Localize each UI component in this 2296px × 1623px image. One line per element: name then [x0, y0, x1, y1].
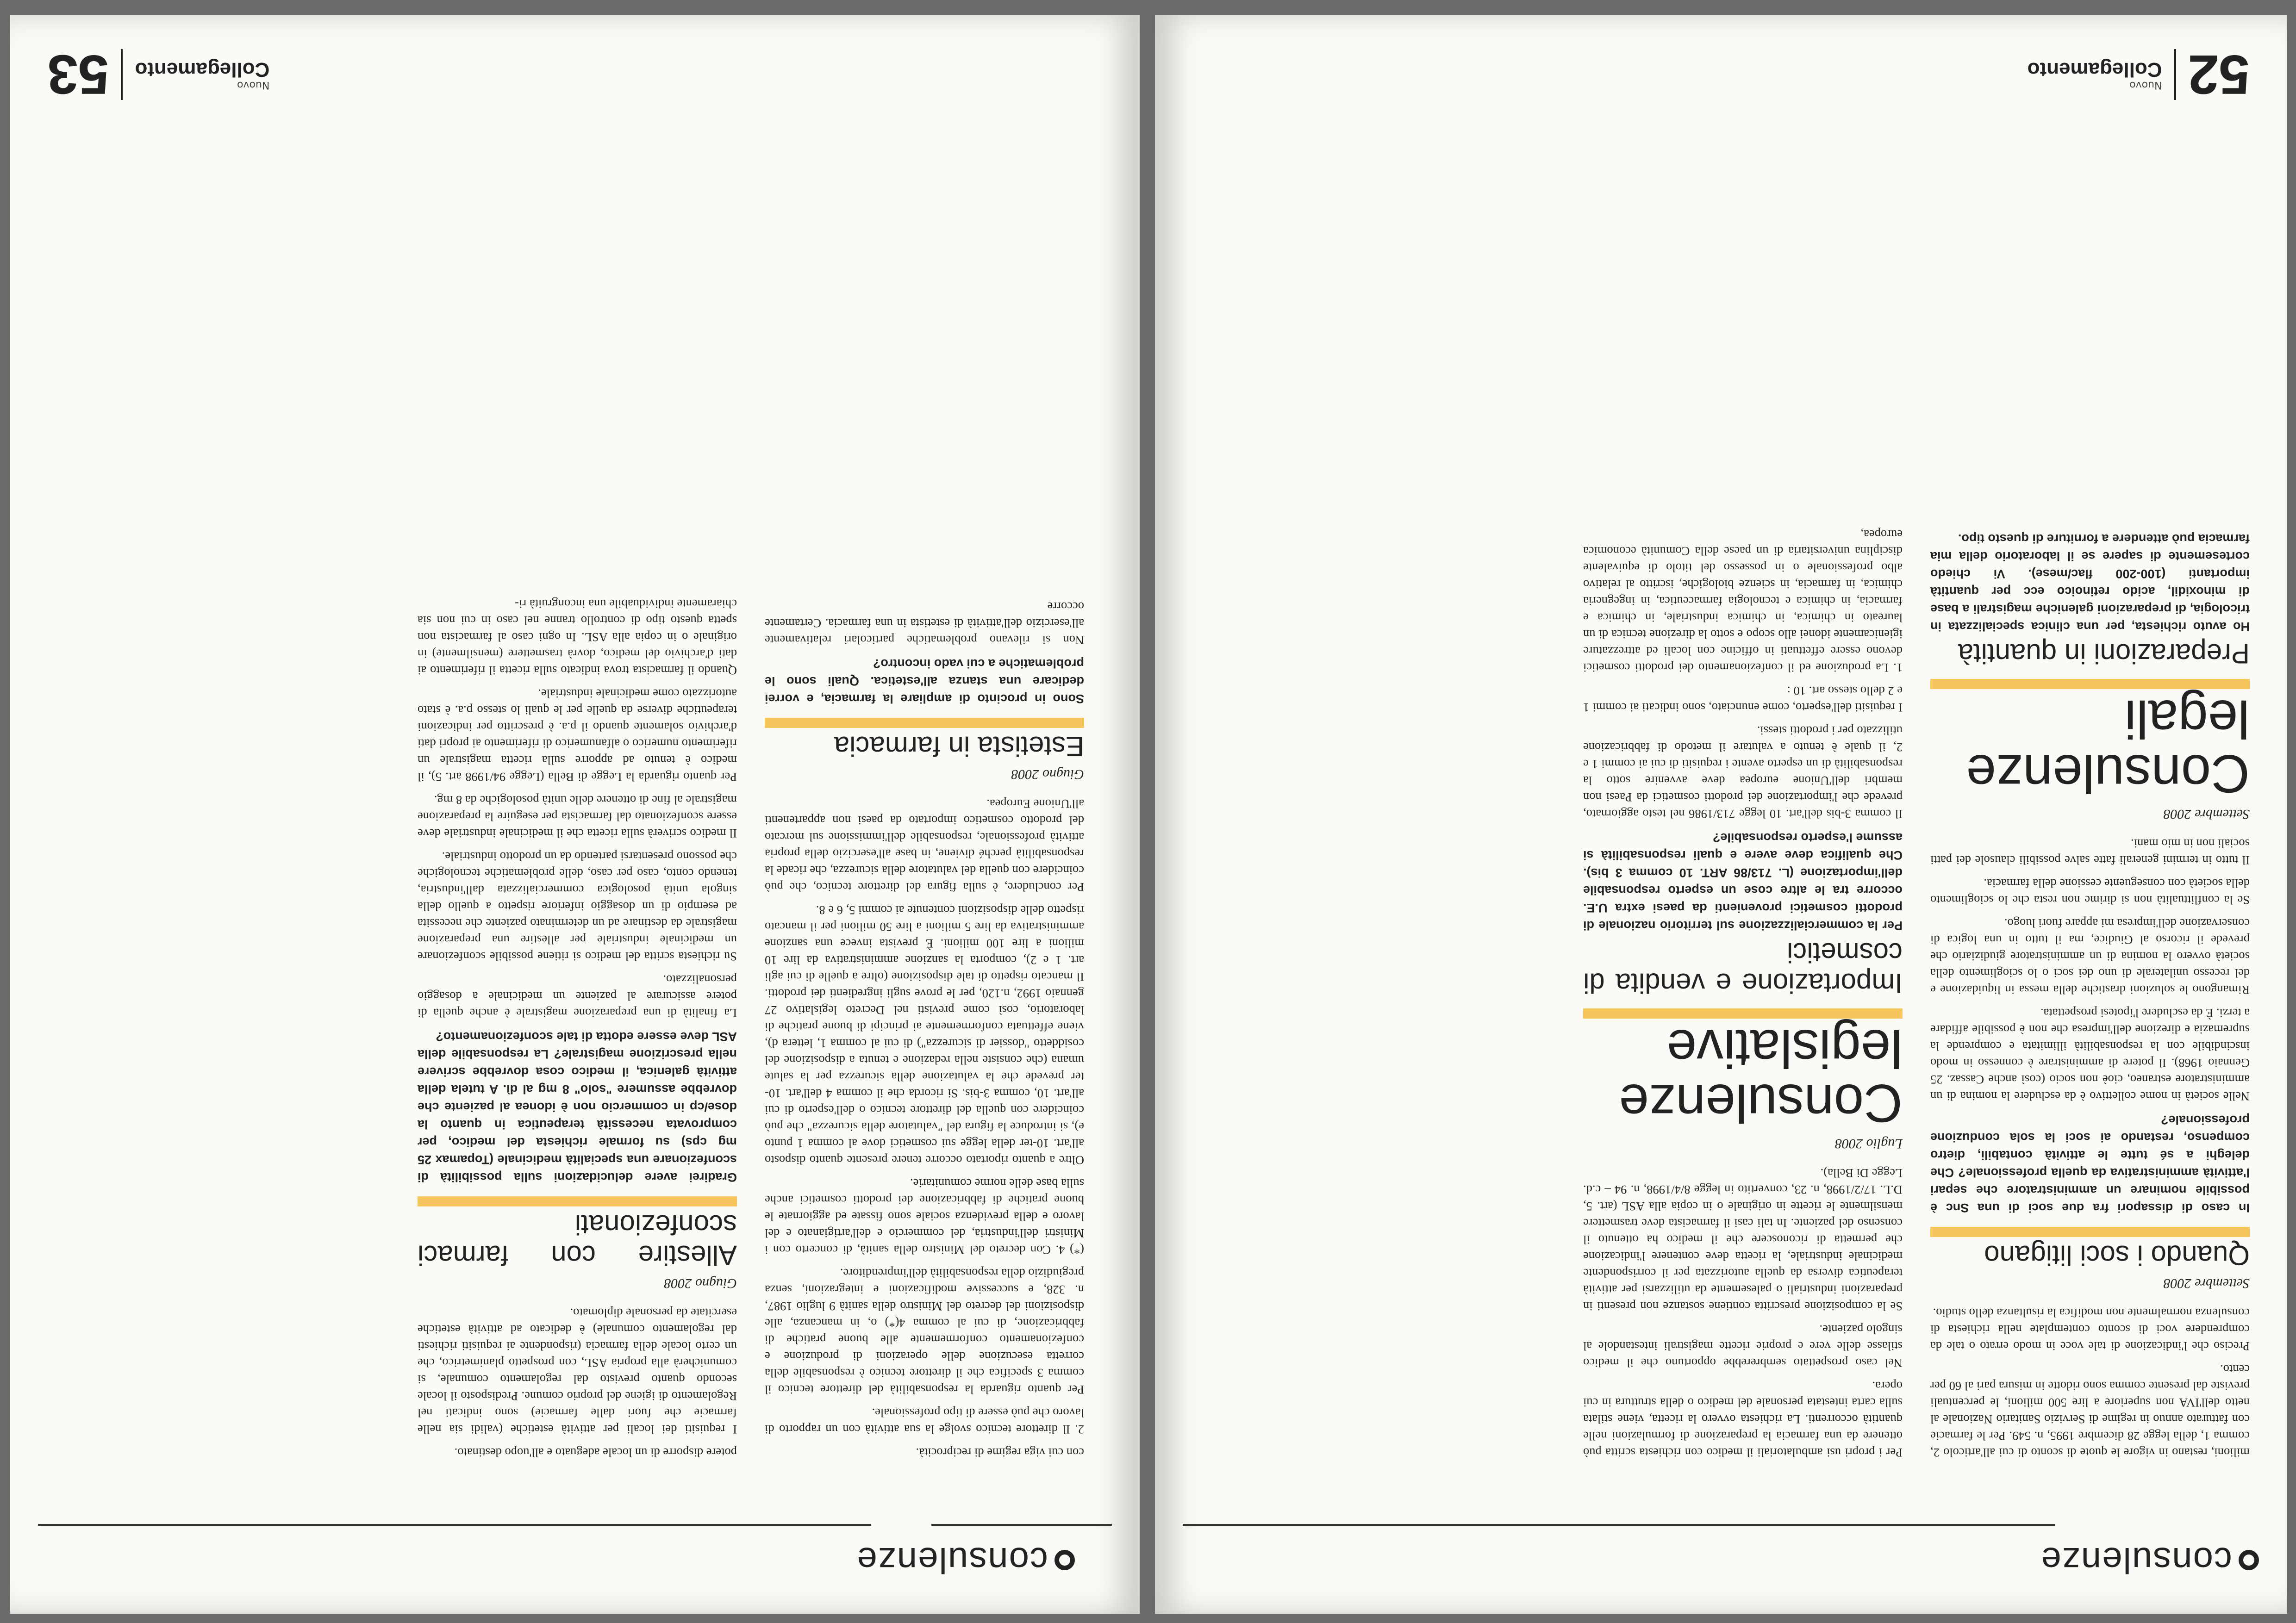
body-paragraph: I requisiti dell'esperto, come enunciato, sono indicati ai commi 1 e 2 dello stesso art. 10 :: [1583, 684, 1903, 715]
section-brand: [856, 1539, 1075, 1581]
date-stamp: Giugno 2008: [1011, 767, 1084, 782]
body-paragraph: Non si rilevano problematiche particolari relativamente all'esercizio dell'attività di estetista in una farmacia. Certamente occorre: [765, 600, 1084, 647]
date-stamp: Luglio 2008: [1835, 1136, 1903, 1151]
header-rule-left: [931, 1524, 1112, 1526]
reader-question: Sono in procinto di ampliare la farmacia, e vorrei dedicare una stanza all'estetica. Quali sono le problematiche a cui vado incontro?: [765, 657, 1084, 706]
text-column-1: [1930, 523, 2250, 1461]
body-paragraph: con cui viga regime di reciprocità.: [916, 1446, 1084, 1460]
body-paragraph: (*) 4. Con decreto del Ministro della sanità, di concerto con i Ministri dell'industria, del commercio e dell'artigianato e del lavoro e della previdenza sociale sono fissate ed aggiornate le buone pratiche di fabbricazione dei prodotti cosmetici anche sulla base delle norme comunitarie.: [765, 1176, 1084, 1257]
body-paragraph: Se la conflittualità non si dirime non resta che lo scioglimento della società con conseguente cessione della farmacia.: [1930, 877, 2250, 907]
date-stamp: Giugno 2008: [664, 1276, 737, 1291]
body-paragraph: Rimangono le soluzioni drastiche della messa in liquidazione e del recesso unilaterale di uno dei soci o lo scioglimento della società ovvero la nomina di un amministratore giudiziario che prevede il ricorso al Giudice, ma il tutto in una logica di conservazione dell'impresa mi appare fuori luogo.: [1930, 916, 2250, 997]
publication-logo: [2028, 59, 2162, 90]
reader-question: In caso di dissapori fra due soci di una Snc è possibile nominare un amministratore che separi l'attività amministrativa da quella professionale? Che deleghi a sé tutte le attività contabili, dietro compenso, restando ai soci la sola conduzione professionale?: [1930, 1113, 2250, 1215]
section-brand-name: consulenze: [2040, 1540, 2232, 1581]
body-paragraph: Per quanto riguarda la responsabilità del direttore tecnico il comma 3 specifica che il direttore tecnico è responsabile della corretta esecuzione delle operazioni di produzione e confezionamento conformemente alle buone pratiche di fabbricazione, di cui al comma 4(*) o, in mancanza, alle disposizioni del decreto del Ministro della sanità 9 luglio 1987, n. 328, e successive modificazioni e integrazioni, senza pregiudizio della responsabilità dell'imprenditore.: [765, 1266, 1084, 1397]
publication-name: Collegamento: [135, 58, 270, 81]
category-title: Consulenze legali: [1966, 689, 2250, 804]
body-paragraph: 2. Il direttore tecnico svolge la sua attività con un rapporto di lavoro che può essere di tipo professionale.: [765, 1406, 1084, 1436]
section-title: Estetista in farmacia: [834, 731, 1084, 762]
text-column-2: [1583, 520, 1903, 1461]
text-column-3: [765, 592, 1084, 1461]
date-stamp: Settembre 2008: [2163, 807, 2250, 822]
body-paragraph: Preciso che l'indicazione di tale voce in modo errato o tale da comprendere voci di sconto contemplate nella richiesta di consulenza normalmente non modifica la risultanza dello studio.: [1930, 1306, 2250, 1353]
body-paragraph: Nel caso prospettato sembrerebbe opportuno che il medico stilasse delle vere e proprie ricette magistrali intestandole al singolo paziente.: [1583, 1323, 1903, 1370]
text-column-4: [418, 589, 737, 1461]
body-paragraph: milioni, restano in vigore le quote di sconto di cui all'articolo 2, comma 1, della legge 28 dicembre 1995, n. 549. Per le farmacie con fatturato annuo in regime di Servizio Sanitario Nazionale al netto dell'IVA non superiore a lire 500 milioni, le percentuali previste dal presente comma sono ridotte in misura pari al 60 per cento.: [1930, 1362, 2250, 1460]
header-rule-right: [38, 1524, 871, 1526]
body-paragraph: Nelle società in nome collettivo è da escludere la nomina di un amministratore estraneo, cioè non socio (così anche Cassaz. 25 Gennaio 1968). Il potere di amministrare è connesso in modo inscindibile con la responsabilità illimitata e comprende la supremazia e direzione dell'impresa che non è possibile affidare a terzi. È da escludere l'ipotesi prospettata.: [1930, 1006, 2250, 1103]
accent-bar: [1583, 1008, 1903, 1019]
publication-prefix: Nuovo: [2129, 79, 2162, 91]
section-title: Allestire con farmaci sconfezionati: [418, 1209, 737, 1271]
section-title: Quando i soci litigano: [1984, 1240, 2250, 1271]
section-brand: [2040, 1539, 2259, 1581]
accent-bar: [1930, 1227, 2250, 1237]
date-stamp: Settembre 2008: [2163, 1276, 2250, 1291]
publication-logo: [135, 59, 269, 90]
body-paragraph: Il medico scriverà sulla ricetta che il medicinale industriale deve essere sconfezionato dal farmacista per eseguire la preparazione magistrale al fine di ottenere delle unità posologiche da 8 mg.: [418, 793, 737, 840]
body-paragraph: Oltre a quanto riportato occorre tenere presente quanto disposto all'art. 10-ter della legge sui cosmetici dove al comma 1 punto e), si introduce la figura del "valutatore della sicurezza" che può coincidere con quella del direttore tecnico o dell'esperto di cui all'art. 10, comma 3-bis. Si ricorda che il comma 4 dell'art. 10-ter prevede che la valutazione della sicurezza per la salute umana (che consiste nella redazione e tenuta a disposizione del cosiddetto "dossier di sicurezza") di cui al comma 1, lettera d), viene effettuata conformemente ai principi di buone pratiche di laboratorio, così come previsti nel Decreto legislativo 27 gennaio 1992, n.120, per le prove sugli ingredienti dei prodotti. Il mancato rispetto di tale disposizione (oltre a quelle di cui agli art. 1 e 2), comporta la sanzione amministrativa da lire 10 milioni a lire 100 milioni. È prevista invece una sanzione amministrativa da lire 5 milioni a lire 50 milioni per il mancato rispetto delle disposizioni contenute ai commi 5, 6 e 8.: [765, 903, 1084, 1167]
reader-question: Ho avuto richiesta, per una clinica specializzata in tricologia, di preparazioni galeniche magistrali a base di minoxidil, acido retinoico ecc per quantità importanti (100-200 flac/mese). Vi chiedo cortesemente di sapere se il laboratorio della mia farmacia può attendere a forniture di questo tipo.: [1930, 532, 2250, 634]
footer-separator: [121, 49, 123, 100]
body-paragraph: 1. La produzione ed il confezionamento dei prodotti cosmetici devono essere effettuati in officine con locali ed attrezzature igienicamente idonei allo scopo e sotto la direzione tecnica di un laureato in chimica, in chimica industriale, in chimica e farmacia, in chimica e tecnologia farmaceutica, in ingegneria chimica, in farmacia, in scienze biologiche, iscritto al relativo albo professionale o in possesso del titolo di equivalente disciplina universitaria di un paese della Comunità economica europea,: [1583, 528, 1903, 675]
page-header: [38, 1507, 1112, 1581]
accent-bar: [418, 1196, 737, 1206]
accent-bar: [765, 718, 1084, 728]
publication-prefix: Nuovo: [237, 79, 270, 91]
body-paragraph: Per quanto riguarda la Legge di Bella (Legge 94/1998 art. 5), il medico è tenuto ad apporre sulla ricetta magistrale un riferimento numerico o alfanumerico di riferimento ai propri dati d'archivio solamente quando il p.a. è prescritto per indicazioni terapeutiche diverse da quelle per le quali lo stesso p.a. è stato autorizzato come medicinale industriale.: [418, 687, 737, 784]
body-paragraph: La finalità di una preparazione magistrale è anche quella di potere assicurare al paziente un medicinale a dosaggio personalizzato.: [418, 973, 737, 1020]
page-footer: [47, 43, 269, 106]
page-number: 53: [47, 44, 109, 106]
body-paragraph: potere disporre di un locale adeguato e all'uopo destinato.: [454, 1446, 737, 1460]
body-paragraph: Se la composizione prescritta contiene sostanze non presenti in preparazioni industriali o palesemente da utilizzarsi per attività terapeutica diversa da quella autorizzata per il corrispondente medicinale industriale, la ricetta deve contenere l'indicazione che permetta di riconoscere che il medico ha ottenuto il consenso del paziente. In tali casi il farmacista deve trasmettere mensilmente le ricette in originale o in copia alla ASL (art. 5, D.L. 17/2/1998, n. 23, convertito in legge 8/4/1998, n. 94 – c.d. Legge Di Bella).: [1583, 1166, 1903, 1313]
body-paragraph: I requisiti dei locali per attività estetiche (validi sia nelle farmacie che fuori dalle farmacie) sono indicati nel Regolamento di igiene del proprio comune. Predisposto il locale secondo quanto previsto dal regolamento comunale, si comunicherà alla propria ASL, con prospetto planimetrico, che un certo locale della farmacia (rispondente ai requisiti richiesti dal regolamento comunale) è dedicato ad attività estetiche esercitate da personale diplomato.: [418, 1306, 737, 1436]
accent-bar: [1930, 679, 2250, 689]
publication-name: Collegamento: [2027, 58, 2162, 81]
body-paragraph: Per i propri usi ambulatoriali il medico con richiesta scritta può ottenere da una farmacia la preparazione di formulazioni nelle quantità occorrenti. La richiesta ovvero la ricetta, viene stilata sulla carta intestata personale del medico o della struttura in cui opera.: [1583, 1379, 1903, 1460]
section-brand-name: consulenze: [856, 1540, 1048, 1581]
body-paragraph: Per concludere, è sulla figura del direttore tecnico, che può coincidere con quella del valutatore della sicurezza, che ricade la responsabilità perché diviene, in base all'esercizio della propria attività professionale, responsabile dell'immissione sul mercato del prodotto cosmetico importato da paesi non appartenenti all'Unione Europea.: [765, 797, 1084, 894]
body-paragraph: Il tutto in termini generali fatte salve possibili clausole dei patti sociali non in mio mani.: [1930, 837, 2250, 867]
section-title: Importazione e vendita di cosmetici: [1583, 937, 1903, 999]
brand-circle-icon: [1054, 1550, 1075, 1571]
body-paragraph: Il comma 3-bis dell'art. 10 legge 713/1986 nel testo aggiornato, prevede che l'importazione dei prodotti cosmetici da Paesi non membri dell'Unione europea deve avvenire sotto la responsabilità di un esperto avente i requisiti di cui ai commi 1 e 2, il quale è tenuto a valutare il metodo di fabbricazione utilizzato per i prodotti stessi.: [1583, 724, 1903, 821]
header-rule: [1183, 1524, 2055, 1526]
category-title: Consulenze legislative: [1619, 1019, 1903, 1133]
page-footer: [2028, 43, 2250, 106]
body-paragraph: Quando il farmacista trova indicato sulla ricetta il riferimento ai dati d'archivio del medico, dovrà trasmettere (mensilmente) in originale o in copia alla ASL. In ogni caso al farmacista non spetta questo tipo di controllo tranne nel caso in cui non sia chiaramente individuabile una incongruità ri-: [418, 597, 737, 678]
page-header: [1183, 1507, 2259, 1581]
page-52: [1155, 15, 2287, 1614]
reader-question: Gradirei avere delucidazioni sulla possibilità di sconfezionare una specialità medicinale (Topamax 25 mg cps) su formale richiesta del medico, per comprovata necessità terapeutica in quanto la dose/cp in commercio non è idonea al paziente che dovrebbe assumere "solo" 8 mg al dì. A tutela della attività galenica, il medico cosa dovrebbe scrivere nella prescrizione magistrale? La responsabile della ASL deve essere edotta di tale sconfezionamento?: [418, 1030, 737, 1184]
page-number: 52: [2188, 44, 2250, 106]
section-title: Preparazioni in quantità: [1958, 638, 2250, 669]
reader-question: Per la commercializzazione sul territorio nazionale di prodotti cosmetici provenienti da paesi extra U.E. occorre tra le altre cose un esperto responsabile dell'importazione (L. 713/86 ART. 10 comma 3 bis). Che qualifica deve avere e quali responsabilità si assume l'esperto responsabile?: [1583, 831, 1903, 933]
body-paragraph: Su richiesta scritta del medico si ritiene possibile sconfezionare un medicinale industriale per allestire una preparazione magistrale da destinare ad un determinato paziente che necessita ad esempio di un dosaggio inferiore rispetto a quello della singola unità posologica commercializzata dall'industria, tenendo conto, caso per caso, delle problematiche tecnologiche che possono presentarsi partendo da un prodotto industriale.: [418, 850, 737, 964]
page-53: [10, 15, 1140, 1614]
footer-separator: [2174, 49, 2176, 100]
brand-circle-icon: [2239, 1550, 2259, 1571]
